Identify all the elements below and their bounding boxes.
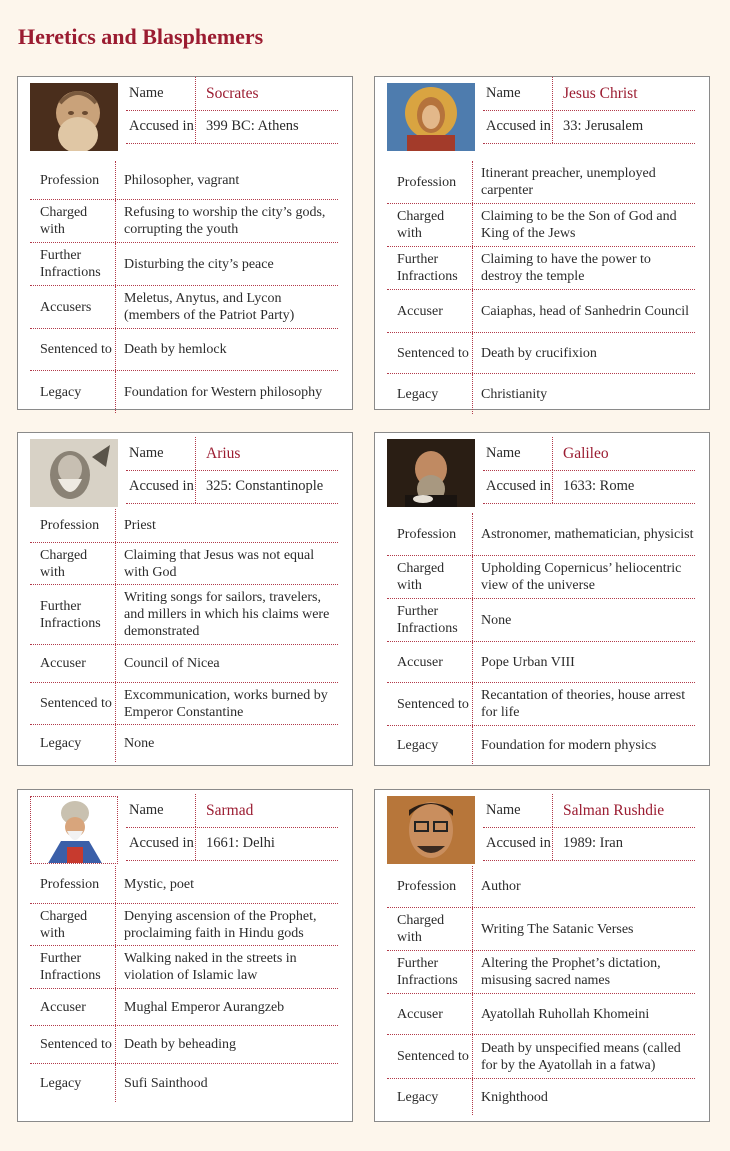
legacy-row: [30, 1064, 338, 1102]
profession-row: [30, 866, 338, 904]
charged-with-value: Claiming to be the Son of God and King of the Jews: [481, 209, 677, 241]
accused-in-value: 1661: Delhi: [206, 835, 275, 851]
socrates-portrait: [30, 83, 118, 151]
accuser-label: Accuser: [30, 645, 116, 682]
heretic-card-salman-rushdie: [374, 789, 710, 1122]
sentenced-to-label: Sentenced to: [30, 1026, 116, 1063]
legacy-label: Legacy: [30, 1064, 116, 1102]
profession-value: Itinerant preacher, unemployed carpenter: [481, 166, 656, 198]
profession-row: [387, 161, 695, 204]
name-label: Name: [483, 437, 553, 470]
accused-in-value: 1633: Rome: [563, 478, 635, 494]
accusers-row: [30, 286, 338, 329]
name-row: [483, 794, 695, 828]
profession-value: Astronomer, mathematician, physicist: [481, 526, 694, 542]
profession-label: Profession: [30, 509, 116, 542]
sentenced-to-label: Sentenced to: [387, 683, 473, 725]
accused-in-value: 325: Constantinople: [206, 478, 324, 494]
sentence-row: [387, 1035, 695, 1079]
legacy-row: [387, 374, 695, 414]
infractions-row: [30, 585, 338, 645]
accuser-value: Mughal Emperor Aurangzeb: [124, 999, 285, 1015]
sentenced-to-label: Sentenced to: [30, 683, 116, 724]
name-label: Name: [126, 77, 196, 110]
profession-label: Profession: [30, 866, 116, 903]
name-row: [483, 437, 695, 471]
heretic-name: Sarmad: [206, 801, 254, 819]
heretic-name: Galileo: [563, 444, 609, 462]
further-infractions-label: Further Infractions: [30, 585, 116, 644]
further-infractions-label: Further Infractions: [387, 951, 473, 993]
legacy-label: Legacy: [30, 371, 116, 413]
accuser-row: [387, 994, 695, 1035]
legacy-value: Sufi Sainthood: [124, 1075, 208, 1091]
heretic-card-arius: [17, 432, 353, 766]
legacy-label: Legacy: [30, 725, 116, 762]
charged-with-value: Writing The Satanic Verses: [481, 921, 634, 937]
infractions-row: [30, 243, 338, 286]
accuser-value: Ayatollah Ruhollah Khomeini: [481, 1006, 650, 1022]
charged-row: [30, 543, 338, 585]
legacy-row: [30, 725, 338, 762]
accused-in-label: Accused in: [483, 470, 553, 503]
heretic-card-sarmad: [17, 789, 353, 1122]
accused-in-value: 399 BC: Athens: [206, 118, 299, 134]
accuser-value: Caiaphas, head of Sanhedrin Council: [481, 303, 690, 319]
further-infractions-label: Further Infractions: [30, 946, 116, 988]
charged-with-label: Charged with: [30, 200, 116, 242]
heretic-card-galileo: [374, 432, 710, 766]
legacy-value: Christianity: [481, 386, 548, 402]
accused-in-label: Accused in: [483, 110, 553, 143]
accused-in-value: 1989: Iran: [563, 835, 623, 851]
name-label: Name: [126, 437, 196, 470]
heretic-card-socrates: [17, 76, 353, 410]
infractions-row: [30, 946, 338, 989]
further-infractions-value: Walking naked in the streets in violation of Islamic law: [124, 951, 297, 983]
charged-row: [30, 904, 338, 946]
legacy-row: [30, 371, 338, 413]
name-row: [126, 77, 338, 111]
further-infractions-value: Disturbing the city’s peace: [124, 256, 274, 272]
charged-with-label: Charged with: [387, 908, 473, 950]
sentenced-to-value: Death by beheading: [124, 1037, 236, 1052]
rushdie-portrait: [387, 796, 475, 864]
accuser-value: Council of Nicea: [124, 656, 220, 671]
profession-value: Philosopher, vagrant: [124, 172, 240, 188]
sentenced-to-label: Sentenced to: [30, 329, 116, 370]
heretic-name: Salman Rushdie: [563, 801, 665, 819]
jesus-portrait: [387, 83, 475, 151]
charged-row: [387, 556, 695, 599]
charged-with-label: Charged with: [30, 904, 116, 945]
further-infractions-value: Claiming to have the power to destroy the temple: [481, 252, 651, 284]
accused-row: [126, 110, 338, 144]
charged-with-label: Charged with: [30, 543, 116, 584]
accused-row: [126, 470, 338, 504]
further-infractions-value: Writing songs for sailors, travelers, and millers in which his claims were demonstrated: [124, 590, 330, 639]
sentence-row: [387, 683, 695, 726]
name-label: Name: [483, 77, 553, 110]
sentenced-to-value: Death by crucifixion: [481, 345, 597, 361]
accuser-value: Pope Urban VIII: [481, 654, 575, 670]
legacy-label: Legacy: [387, 1079, 473, 1115]
profession-row: [30, 509, 338, 543]
profession-label: Profession: [387, 513, 473, 555]
sentence-row: [30, 683, 338, 725]
accused-in-label: Accused in: [483, 827, 553, 860]
heretic-name: Socrates: [206, 84, 259, 102]
charged-row: [387, 204, 695, 247]
further-infractions-value: None: [481, 612, 512, 628]
sentence-row: [387, 333, 695, 374]
legacy-value: Knighthood: [481, 1089, 548, 1105]
profession-value: Priest: [124, 518, 156, 533]
accusers-value: Meletus, Anytus, and Lycon (members of the Patriot Party): [124, 291, 295, 323]
accused-row: [483, 110, 695, 144]
heretic-name: Arius: [206, 444, 241, 462]
accuser-row: [30, 989, 338, 1026]
heretic-name: Jesus Christ: [563, 84, 638, 102]
legacy-value: Foundation for Western philosophy: [124, 384, 323, 400]
sentenced-to-value: Death by hemlock: [124, 342, 227, 357]
profession-row: [387, 513, 695, 556]
sentenced-to-value: Death by unspecified means (called for by the Ayatollah in a fatwa): [481, 1040, 681, 1073]
infractions-row: [387, 247, 695, 290]
name-row: [126, 437, 338, 471]
heretic-card-jesus-christ: [374, 76, 710, 410]
charged-with-label: Charged with: [387, 204, 473, 246]
sentence-row: [30, 1026, 338, 1064]
name-row: [483, 77, 695, 111]
name-label: Name: [126, 794, 196, 827]
further-infractions-label: Further Infractions: [30, 243, 116, 285]
accused-row: [483, 470, 695, 504]
legacy-row: [387, 1079, 695, 1115]
arius-portrait: [30, 439, 118, 507]
accuser-label: Accuser: [387, 642, 473, 682]
charged-with-value: Claiming that Jesus was not equal with God: [124, 547, 315, 580]
further-infractions-value: Altering the Prophet’s dictation, misusing sacred names: [481, 956, 661, 988]
galileo-portrait: [387, 439, 475, 507]
accused-in-label: Accused in: [126, 827, 196, 860]
sentenced-to-label: Sentenced to: [387, 333, 473, 373]
charged-row: [30, 200, 338, 243]
name-row: [126, 794, 338, 828]
sentenced-to-value: Excommunication, works burned by Emperor Constantine: [124, 687, 328, 720]
accusers-label: Accusers: [30, 286, 116, 328]
profession-value: Author: [481, 879, 521, 894]
sentenced-to-value: Recantation of theories, house arrest for life: [481, 688, 686, 720]
accuser-label: Accuser: [387, 290, 473, 332]
further-infractions-label: Further Infractions: [387, 599, 473, 641]
name-label: Name: [483, 794, 553, 827]
accused-in-label: Accused in: [126, 470, 196, 503]
legacy-label: Legacy: [387, 374, 473, 414]
page-title: Heretics and Blasphemers: [18, 24, 264, 49]
accuser-row: [30, 645, 338, 683]
charged-with-value: Refusing to worship the city’s gods, corrupting the youth: [124, 205, 326, 237]
legacy-row: [387, 726, 695, 764]
sentence-row: [30, 329, 338, 371]
profession-row: [387, 866, 695, 908]
charged-row: [387, 908, 695, 951]
further-infractions-label: Further Infractions: [387, 247, 473, 289]
accuser-row: [387, 290, 695, 333]
profession-label: Profession: [30, 161, 116, 199]
profession-value: Mystic, poet: [124, 877, 194, 892]
accuser-label: Accuser: [30, 989, 116, 1025]
legacy-value: Foundation for modern physics: [481, 737, 657, 753]
accused-in-value: 33: Jerusalem: [563, 118, 644, 134]
charged-with-value: Denying ascension of the Prophet, proclaiming faith in Hindu gods: [124, 908, 317, 941]
profession-row: [30, 161, 338, 200]
infractions-row: [387, 951, 695, 994]
sentenced-to-label: Sentenced to: [387, 1035, 473, 1078]
legacy-value: None: [124, 736, 155, 751]
profession-label: Profession: [387, 161, 473, 203]
infractions-row: [387, 599, 695, 642]
legacy-label: Legacy: [387, 726, 473, 764]
accuser-row: [387, 642, 695, 683]
accused-row: [126, 827, 338, 861]
profession-label: Profession: [387, 866, 473, 907]
accused-row: [483, 827, 695, 861]
charged-with-label: Charged with: [387, 556, 473, 598]
accuser-label: Accuser: [387, 994, 473, 1034]
sarmad-portrait: [30, 796, 118, 864]
charged-with-value: Upholding Copernicus’ heliocentric view of the universe: [481, 561, 682, 593]
accused-in-label: Accused in: [126, 110, 196, 143]
